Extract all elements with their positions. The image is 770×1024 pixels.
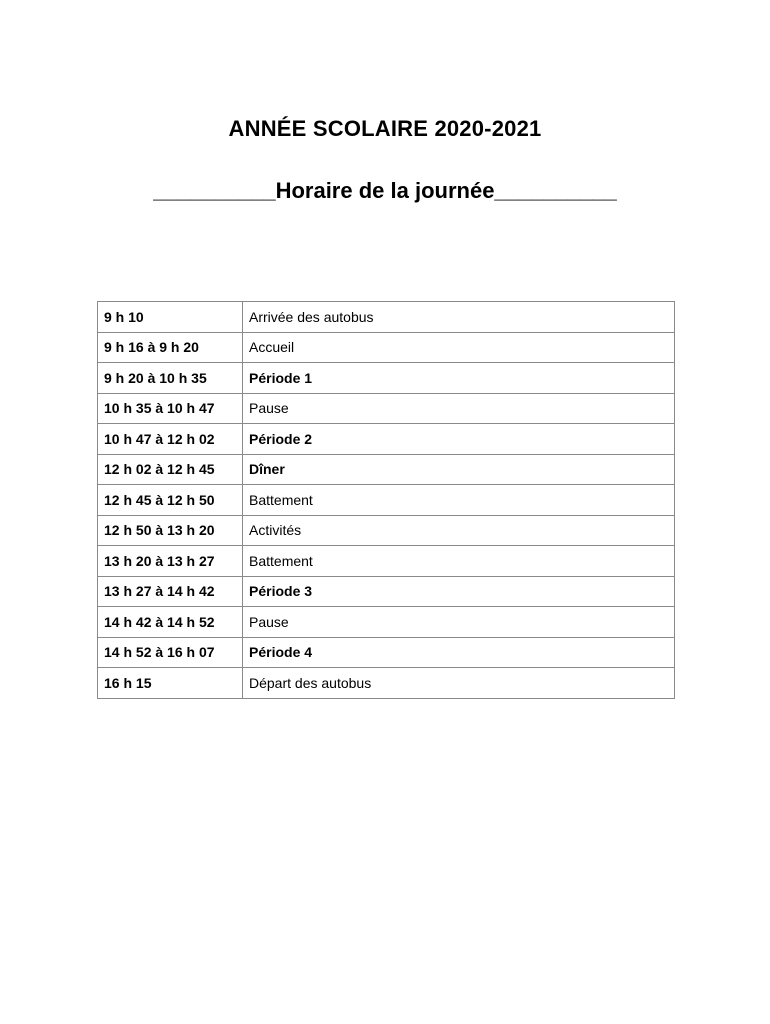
activity-cell: Arrivée des autobus [243, 302, 675, 333]
activity-cell: Pause [243, 607, 675, 638]
activity-cell: Pause [243, 393, 675, 424]
table-row [98, 515, 675, 546]
table-row [98, 454, 675, 485]
time-cell: 12 h 50 à 13 h 20 [98, 515, 243, 546]
document-subtitle: __________Horaire de la journée__________ [153, 178, 617, 203]
document-title: ANNÉE SCOLAIRE 2020-2021 [228, 116, 542, 141]
time-cell: 10 h 35 à 10 h 47 [98, 393, 243, 424]
activity-cell: Période 3 [243, 576, 675, 607]
activity-cell: Accueil [243, 332, 675, 363]
table-row [98, 332, 675, 363]
schedule-table [97, 301, 675, 699]
table-row [98, 546, 675, 577]
activity-cell: Période 2 [243, 424, 675, 455]
table-row [98, 302, 675, 333]
table-row [98, 485, 675, 516]
time-cell: 9 h 10 [98, 302, 243, 333]
activity-cell: Battement [243, 546, 675, 577]
activity-cell: Départ des autobus [243, 668, 675, 699]
table-row [98, 607, 675, 638]
time-cell: 9 h 20 à 10 h 35 [98, 363, 243, 394]
schedule-table-body [98, 302, 675, 699]
table-row [98, 363, 675, 394]
activity-cell: Période 4 [243, 637, 675, 668]
activity-cell: Dîner [243, 454, 675, 485]
time-cell: 14 h 52 à 16 h 07 [98, 637, 243, 668]
time-cell: 12 h 45 à 12 h 50 [98, 485, 243, 516]
activity-cell: Période 1 [243, 363, 675, 394]
time-cell: 10 h 47 à 12 h 02 [98, 424, 243, 455]
table-row [98, 637, 675, 668]
table-row [98, 393, 675, 424]
activity-cell: Activités [243, 515, 675, 546]
time-cell: 13 h 27 à 14 h 42 [98, 576, 243, 607]
time-cell: 14 h 42 à 14 h 52 [98, 607, 243, 638]
time-cell: 13 h 20 à 13 h 27 [98, 546, 243, 577]
table-row [98, 668, 675, 699]
time-cell: 12 h 02 à 12 h 45 [98, 454, 243, 485]
time-cell: 9 h 16 à 9 h 20 [98, 332, 243, 363]
table-row [98, 576, 675, 607]
activity-cell: Battement [243, 485, 675, 516]
table-row [98, 424, 675, 455]
time-cell: 16 h 15 [98, 668, 243, 699]
